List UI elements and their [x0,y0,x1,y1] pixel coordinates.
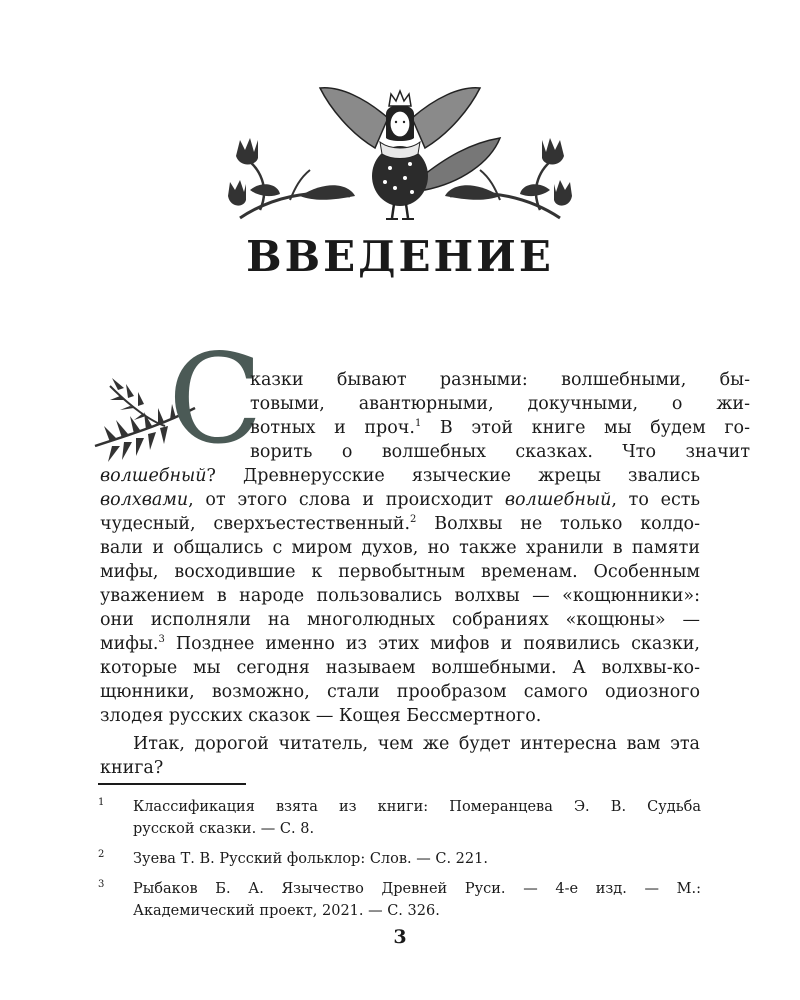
page-number: 3 [393,926,407,948]
body-line: которые мы сегодня называем волшебными. А волхвы-ко- [100,658,700,678]
chapter-title: ВВЕДЕНИЕ [246,232,554,281]
footnote-text: Классификация взята из книги: Померанцева Э. В. Судьба [133,799,701,815]
footnote-text: Академический проект, 2021. — С. 326. [133,903,440,919]
footnote-divider [98,783,246,785]
body-line: волшебный? Древнерусские языческие жрецы звались [100,466,700,486]
sirin-bird-illustration [200,78,600,228]
body-line: уважением в народе пользовались волхвы — «кощюнники»: [100,586,700,606]
footnote-number: 1 [98,797,105,808]
footnote-text: Зуева Т. В. Русский фольклор: Слов. — С. 221. [133,851,488,867]
footnote-number: 3 [98,879,105,890]
body-line: они исполняли на многолюдных собраниях «кощюны» — [100,610,700,630]
footnote-mark: 1 [414,418,422,429]
body-line: казки бывают разными: волшебными, бы- [250,370,750,390]
body-line: мифы, восходившие к первобытным временам. Особенным [100,562,700,582]
body-line: ворить о волшебных сказках. Что значит [250,442,750,462]
footnote-text: русской сказки. — С. 8. [133,821,315,837]
footnote-mark: 2 [410,514,417,525]
body-line: щюнники, возможно, стали прообразом самого одиозного [100,682,700,702]
body-line: вотных и проч.$^1$ В этой книге мы будем го- [250,418,750,438]
body-line: чудесный, сверхъестественный.$^2$ Волхвы не только колдо- [100,514,701,534]
body-line: Итак, дорогой читатель, чем же будет интересна вам эта [133,734,700,754]
body-line: злодея русских сказок — Кощея Бессмертного. [100,706,542,726]
body-line: товыми, авантюрными, докучными, о жи- [250,394,750,414]
body-line: волхвами, от этого слова и происходит волшебный, то есть [100,490,700,510]
footnote-number: 2 [98,849,105,860]
footnote-mark: 3 [158,634,165,645]
body-line: мифы.$^3$ Позднее именно из этих мифов и появились сказки, [100,634,700,654]
drop-cap-letter: С [168,328,263,472]
body-line: вали и общались с миром духов, но также хранили в памяти [100,538,700,558]
body-line: книга? [100,758,164,778]
footnote-text: Рыбаков Б. А. Язычество Древней Руси. — 4-е изд. — М.: [133,881,701,897]
